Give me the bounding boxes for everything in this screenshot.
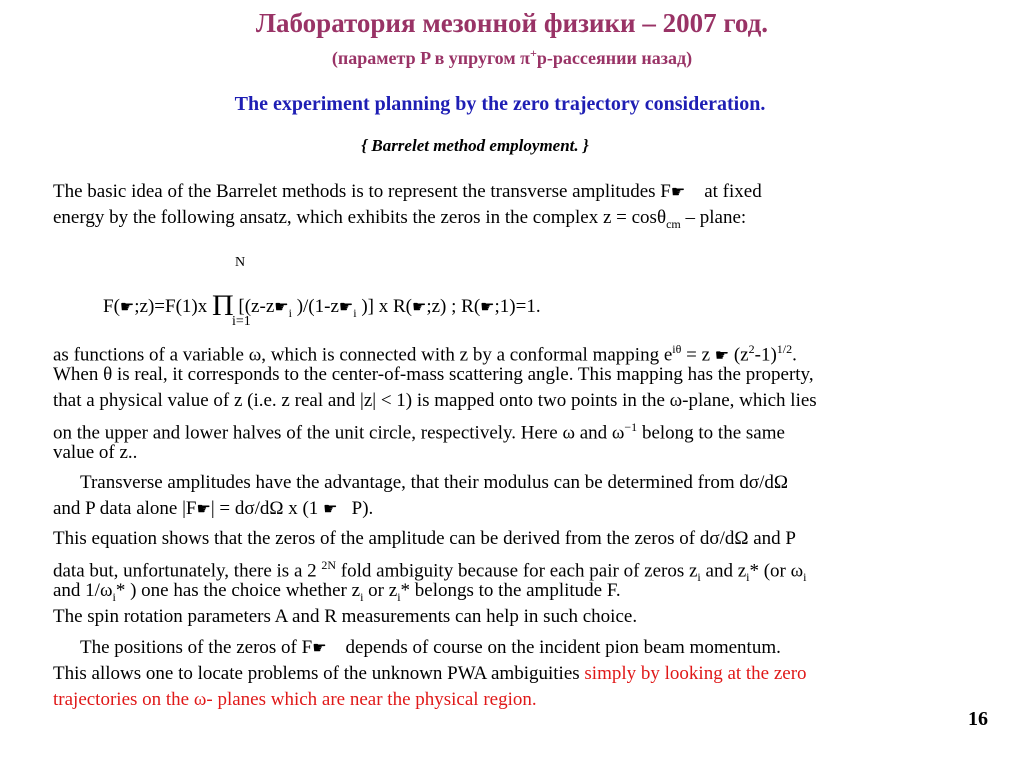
product-symbol: Π <box>211 289 234 322</box>
product-upper-limit: N <box>235 255 246 270</box>
pointing-hand-icon: ☛ <box>274 299 289 316</box>
pointing-hand-icon: ☛ <box>480 299 495 316</box>
para5-line1: The positions of the zeros of F☛ depends of course on the incident pion beam momentum. <box>80 637 781 658</box>
para2-line3: that a physical value of z (i.e. z real and |z| < 1) is mapped onto two points in the ω-plane, which lies <box>53 390 817 411</box>
pointing-hand-icon: ☛ <box>119 299 135 316</box>
page-subtitle: (параметр P в упругом π+p-рассеянии назад) <box>331 46 693 68</box>
pointing-hand-icon: ☛ <box>670 184 686 201</box>
para2-line2: When θ is real, it corresponds to the center-of-mass scattering angle. This mapping has the property, <box>53 364 814 385</box>
para4-line3: and $1/\omega_i*$ ) one has the choice whether $z_i$ or $z_i*$ belongs to the amplitude F. <box>53 580 621 604</box>
para3-line2: and P data alone |F☛| = dσ/dΩ x (1 ☛ P). <box>53 498 374 519</box>
page-title: Лаборатория мезонной физики – 2007 год. <box>255 8 769 38</box>
para1-line1: The basic idea of the Barrelet methods is to represent the transverse amplitudes F☛ at fixed <box>53 181 762 202</box>
barrelet-formula: F(☛;z)=F(1)x Π [($z-z☛_i$ )$/(1-z☛_i$ )] x R(☛;z) ; R(☛;1)=1. <box>103 289 541 322</box>
para4-line4: The spin rotation parameters A and R measurements can help in such choice. <box>53 606 638 627</box>
para5-line3: trajectories on the ω- planes which are near the physical region. <box>53 689 537 710</box>
para2-line4: on the upper and lower halves of the unit circle, respectively. Here ω and $\omega^{-1}$ belong to the same <box>53 420 785 444</box>
product-lower-limit: i=1 <box>232 314 251 329</box>
pointing-hand-icon: ☛ <box>338 299 354 316</box>
pointing-hand-icon: ☛ <box>412 299 427 316</box>
method-note: { Barrelet method employment. } <box>361 136 589 155</box>
para5-line2: This allows one to locate problems of the unknown PWA ambiguities simply by looking at the zero <box>53 663 807 684</box>
para2-line5: value of z.. <box>53 442 138 463</box>
pointing-hand-icon: ☛ <box>323 501 338 518</box>
para4-line2: data but, unfortunately, there is a 2 $^{2N}$ fold ambiguity because for each pair of zeros $z_i$ and $z_i*$ (or $\omega_i$ <box>53 558 807 585</box>
section-heading: The experiment planning by the zero trajectory consideration. <box>234 93 766 115</box>
page-number: 16 <box>968 708 988 730</box>
pointing-hand-icon: ☛ <box>312 640 327 657</box>
pointing-hand-icon: ☛ <box>196 501 211 518</box>
para1-line2: energy by the following ansatz, which exhibits the zeros in the complex z = cosθ$_{cm}$ – plane: <box>53 207 747 231</box>
highlight-text: simply by looking at the zero <box>584 663 807 684</box>
pointing-hand-icon: ☛ <box>714 347 730 365</box>
para2-line1: as functions of a variable ω, which is connected with z by a conformal mapping $e^{i\theta} = z$ ☛ $(z^2-1)^{1/2}$. <box>53 342 797 366</box>
para4-line1: This equation shows that the zeros of the amplitude can be derived from the zeros of dσ/dΩ and P <box>53 528 796 549</box>
para3-line1: Transverse amplitudes have the advantage, that their modulus can be determined from dσ/dΩ <box>80 472 788 493</box>
